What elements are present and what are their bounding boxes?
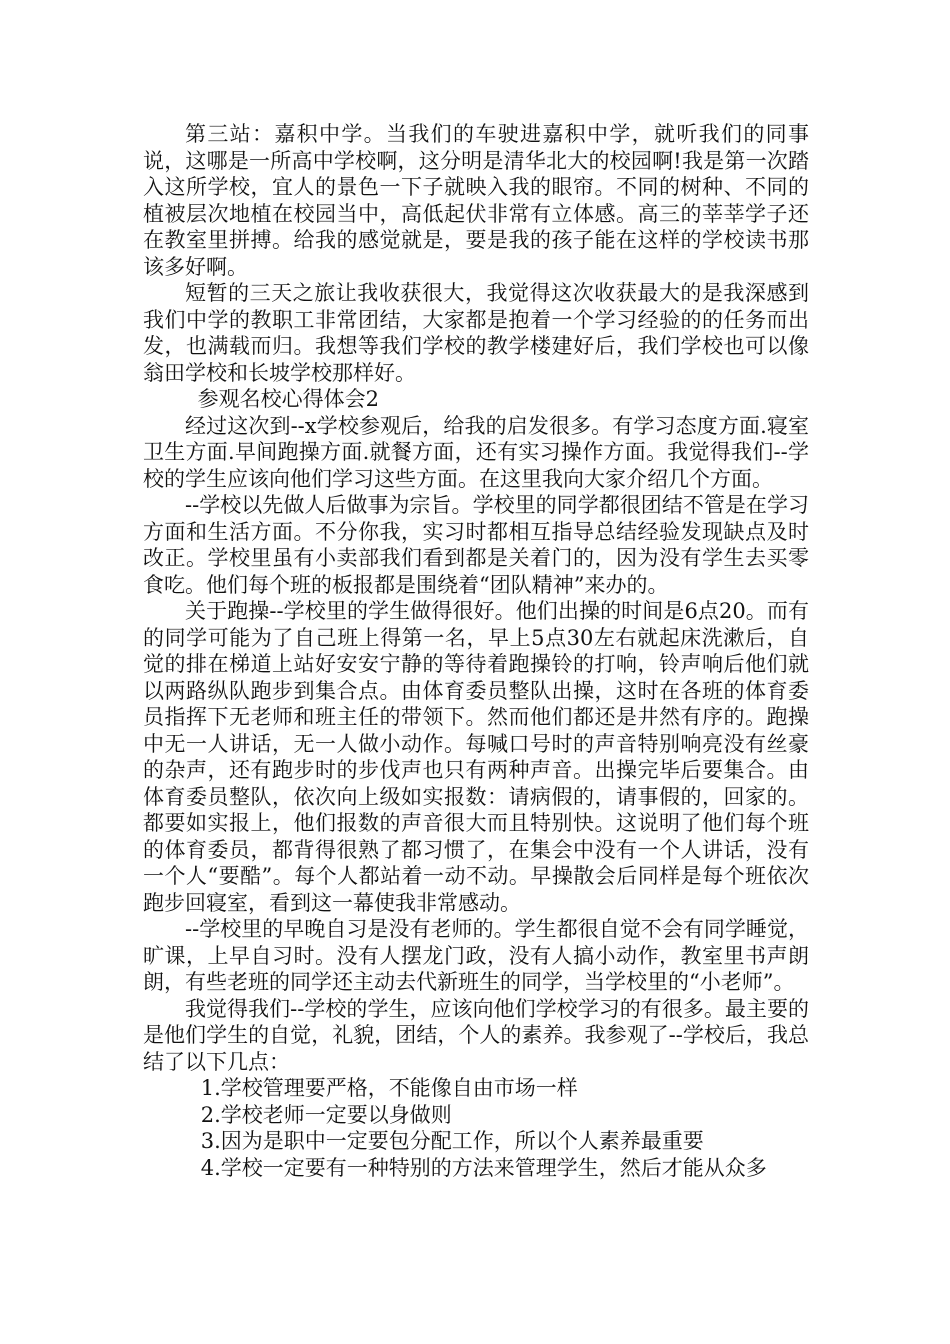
list-item: 2.学校老师一定要以身做则: [200, 1102, 452, 1127]
paragraph-self-study: --学校里的早晚自习是没有老师的。学生都很自觉不会有同学睡觉，旷课，上早自习时。没有人摆龙门政，没有人搞小动作，教室里书声朗朗，有些老班的同学还主动去代新班生的同学，当学校里的“小老师”。: [143, 917, 809, 994]
paragraph-school-principle: --学校以先做人后做事为宗旨。学校里的同学都很团结不管是在学习方面和生活方面。不分你我，实习时都相互指导总结经验发现缺点及时改正。学校里虽有小卖部我们看到都是关着门的，因为没有学生去买零食吃。他们每个班的板报都是围绕着“团队精神”来办的。: [143, 493, 809, 597]
list-item: 3.因为是职中一定要包分配工作，所以个人素养最重要: [200, 1129, 704, 1153]
document-body: [143, 121, 809, 1181]
paragraph-visit-inspiration: 经过这次到--x学校参观后，给我的启发很多。有学习态度方面.寝室卫生方面.早间跑操方面.就餐方面，还有实习操作方面。我觉得我们--学校的学生应该向他们学习这些方面。在这里我向大家介绍几个方面。: [143, 413, 809, 491]
paragraph-jiaji-school: 第三站：嘉积中学。当我们的车驶进嘉积中学，就听我们的同事说，这哪是一所高中学校啊，这分明是清华北大的校园啊!我是第一次踏入这所学校，宜人的景色一下子就映入我的眼帘。不同的树种、不同的植被层次地植在校园当中，高低起伏非常有立体感。高三的莘莘学子还在教室里拼搏。给我的感觉就是，要是我的孩子能在这样的学校读书那该多好啊。: [143, 122, 809, 279]
paragraph-conclusion-intro: 我觉得我们--学校的学生，应该向他们学校学习的有很多。最主要的是他们学生的自觉，礼貌，团结，个人的素养。我参观了--学校后，我总结了以下几点：: [143, 996, 809, 1074]
paragraph-trip-summary: 短暂的三天之旅让我收获很大，我觉得这次收获最大的是我深感到我们中学的教职工非常团结，大家都是抱着一个学习经验的的任务而出发，也满载而归。我想等我们学校的教学楼建好后，我们学校也可以像翁田学校和长坡学校那样好。: [143, 281, 809, 385]
list-item: 1.学校管理要严格，不能像自由市场一样: [200, 1076, 578, 1100]
section-heading: 参观名校心得体会2: [197, 387, 379, 411]
paragraph-morning-exercise: 关于跑操--学校里的学生做得很好。他们出操的时间是6点20。而有的同学可能为了自己班上得第一名，早上5点30左右就起床洗漱后，自觉的排在梯道上站好安安宁静的等待着跑操铃的打响，铃声响后他们就以两路纵队跑步到集合点。由体育委员整队出操，这时在各班的体育委员指挥下无老师和班主任的带领下。然而他们都还是井然有序的。跑操中无一人讲话，无一人做小动作。每喊口号时的声音特别响亮没有丝豪的杂声，还有跑步时的步伐声也只有两种声音。出操完毕后要集合。由体育委员整队，依次向上级如实报数：请病假的，请事假的，回家的。都要如实报上，他们报数的声音很大而且特别快。这说明了他们每个班的体育委员，都背得很熟了都习惯了，在集会中没有一个人讲话，没有一个人“要酷”。每个人都站着一动不动。早操散会后同样是每个班依次跑步回寝室，看到这一幕使我非常感动。: [143, 599, 809, 915]
list-item: 4.学校一定要有一种特别的方法来管理学生，然后才能从众多: [200, 1155, 767, 1180]
